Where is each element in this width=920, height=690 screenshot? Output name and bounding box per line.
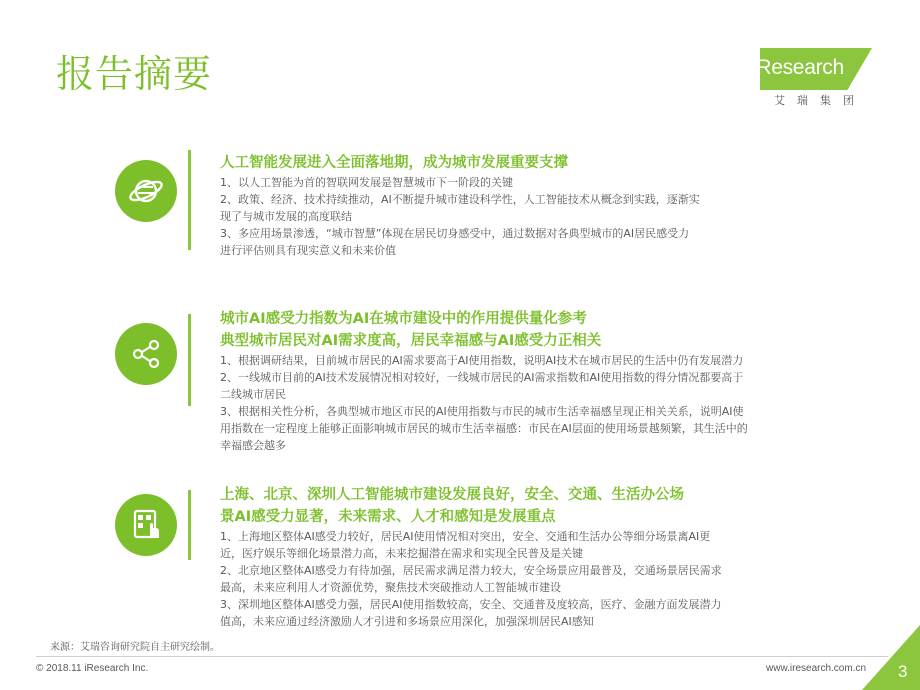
page-number: 3: [898, 662, 908, 681]
iresearch-logo: [752, 48, 874, 110]
body-line: 2、政策、经济、技术持续推动，AI不断提升城市建设科学性，人工智能技术从概念到实践，逐渐实: [220, 193, 700, 206]
section-content: [220, 484, 840, 630]
touch-screen-icon: [115, 494, 177, 556]
page-title: 报告摘要: [56, 52, 213, 96]
body-line: 幸福感会越多: [220, 439, 286, 452]
body-line: 2、一线城市目前的AI技术发展情况相对较好，一线城市居民的AI需求指数和AI使用指数的得分情况都要高于: [220, 371, 744, 384]
section-content: [220, 152, 840, 259]
body-line: 1、以人工智能为首的智联网发展是智慧城市下一阶段的关键: [220, 176, 513, 189]
footer-rule: [36, 656, 888, 657]
body-line: 3、多应用场景渗透，“城市智慧”体现在居民切身感受中，通过数据对各典型城市的AI居民感受力: [220, 227, 690, 240]
section-heading: 城市AI感受力指数为AI在城市建设中的作用提供量化参考: [220, 311, 587, 327]
logo-subtitle: 艾瑞集团: [774, 94, 866, 107]
source-note: 来源：艾瑞咨询研究院自主研究绘制。: [50, 642, 220, 653]
corner-triangle: [862, 625, 920, 690]
logo-text: iResearch: [752, 56, 844, 79]
website-url: www.iresearch.com.cn: [766, 663, 867, 674]
body-line: 1、上海地区整体AI感受力较好，居民AI使用情况相对突出，安全、交通和生活办公等细分场景离AI更: [220, 530, 711, 543]
body-line: 最高，未来应利用人才资源优势，聚焦技术突破推动人工智能城市建设: [220, 581, 561, 594]
body-line: 用指数在一定程度上能够正面影响城市居民的城市生活幸福感：市民在AI层面的使用场景越频繁，其生活中的: [220, 422, 748, 435]
section-heading: 人工智能发展进入全面落地期，成为城市发展重要支撑: [220, 155, 568, 171]
body-line: 2、北京地区整体AI感受力有待加强，居民需求满足潜力较大，安全场景应用最普及，交通场景居民需求: [220, 564, 722, 577]
section-content: [220, 308, 840, 454]
divider-bar: [188, 314, 191, 406]
planet-icon: [115, 160, 177, 222]
body-line: 进行评估则具有现实意义和未来价值: [220, 244, 396, 257]
body-line: 现了与城市发展的高度联结: [220, 210, 352, 223]
body-line: 3、深圳地区整体AI感受力强，居民AI使用指数较高，安全、交通普及度较高，医疗、金融方面发展潜力: [220, 598, 722, 611]
section-heading: 上海、北京、深圳人工智能城市建设发展良好，安全、交通、生活办公场: [220, 487, 684, 503]
section-heading: 典型城市居民对AI需求度高，居民幸福感与AI感受力正相关: [220, 333, 602, 349]
body-line: 3、根据相关性分析，各典型城市地区市民的AI使用指数与市民的城市生活幸福感呈现正相关关系，说明AI使: [220, 405, 744, 418]
share-icon: [115, 323, 177, 385]
body-line: 值高，未来应通过经济激励人才引进和多场景应用深化，加强深圳居民AI感知: [220, 615, 594, 628]
section-heading: 景AI感受力显著，未来需求、人才和感知是发展重点: [220, 509, 556, 525]
divider-bar: [188, 490, 191, 560]
body-line: 近，医疗娱乐等细化场景潜力高，未来挖掘潜在需求和实现全民普及是关键: [220, 547, 583, 560]
body-line: 二线城市居民: [220, 388, 286, 401]
divider-bar: [188, 150, 191, 250]
copyright: © 2018.11 iResearch Inc.: [36, 663, 149, 674]
body-line: 1、根据调研结果，目前城市居民的AI需求要高于AI使用指数，说明AI技术在城市居民的生活中仍有发展潜力: [220, 354, 744, 367]
